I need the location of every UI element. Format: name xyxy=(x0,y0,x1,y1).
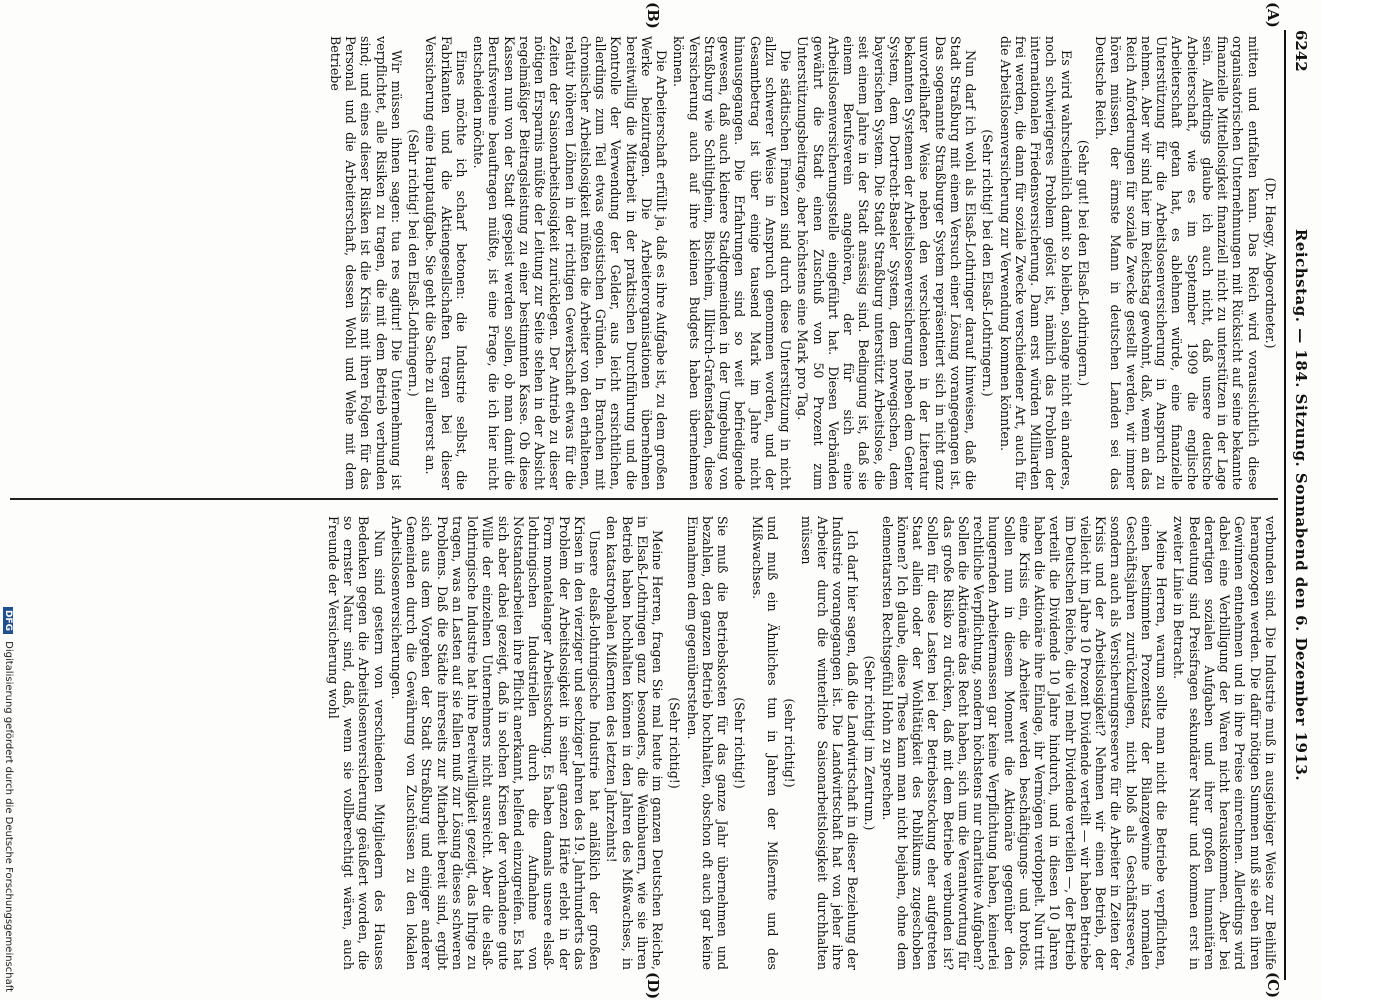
paragraph: Eines möchte ich scharf betonen: die Industrie selbst, die Fabrikanten und die Aktiengesellschaften tragen bei dieser Versicherung eine Hauptaufgabe. Sie geht die Sache zu allererst an. xyxy=(423,36,469,490)
left-column xyxy=(10,36,1278,490)
digitization-footer xyxy=(0,0,14,1000)
paragraph: Ich darf hier sagen, daß die Landwirtschaft in dieser Beziehung der Industrie vorangegangen ist. Die Landwirtschaft hat von jeher ihre Arbeiter durch die winterliche Saisonarbeitslosigkeit durchhalten müssen xyxy=(799,516,861,970)
paragraph: verbunden sind. Die Industrie muß in ausgiebiger Weise zur Beihilfe herangezogen werden. Die dafür nötigen Summen muß sie eben ihren Gewinnen entnehmen und in ihre Preise einrechnen. Allerdings wird dabei eine Verbilligung der Waren nicht herauskommen. Aber bei derartigen sozialen Aufgaben und ihrer großen humanitären Bedeutung sind Preisfragen sekundärer Natur und kommen erst in zweiter Linie in Betracht. xyxy=(1171,516,1278,970)
column-divider xyxy=(10,498,1278,500)
paragraph: und muß ein Ähnliches tun in Jahren der Mißernte und des Mißwachses. xyxy=(749,516,780,970)
paragraph: Nun sind gestern von verschiedenen Mitgliedern des Hauses Bedenken gegen die Arbeitslosenversicherung geäußert worden, die so ernster Natur sind, daß, wenn sie vollberechtigt wären, auch Freunde der Versicherung wohl xyxy=(326,516,387,970)
right-column xyxy=(10,516,1278,970)
interjection: (sehr richtig!) xyxy=(782,698,798,788)
paragraph: Meine Herren, warum sollte man nicht die Betriebe verpflichten, einen bestimmten Prozentsatz der Bilanzgewinne in normalen Geschäftsjahren zurückzulegen, nicht bloß als Geschäftsreserve, sondern auch als Versicherungsreserve für die Arbeiter in Zeiten der Krisis und der Arbeitslosigkeit? Nehmen wir einen Betrieb, der vielleicht im Jahre 10 Prozent Dividende verteilt — wir haben Betriebe im Deutschen Reiche, die viel mehr Dividende verteilen —, der Betrieb verteilt die Dividende 10 Jahre hindurch, und in diesen 10 Jahren haben die Aktionäre ihre Einlage, ihr Vermögen verdoppelt. Nun tritt eine Krisis ein, die Arbeiter werden beschäftigungs- und brotlos. Sollen nun in diesem Moment die Aktionäre gegenüber den hungernden Arbeitermassen gar keine Verpflichtung haben, keinerlei rechtliche Verpflichtung, sondern höchstens nur charitative Aufgaben? Sollen die Aktionäre das Recht haben, sich um die Verantwortung für das große Risiko zu drücken, daß mit dem Betriebe verbunden ist? Sollen für diese Lasten bei der Betriebsstockung eher aufgetreten Staat allein oder der Wohltätigkeit des Publikums zugeschoben können? Ich glaube, diese These kann man nicht bejahen, ohne dem elementarsten Rechtsgefühl Hohn zu sprechen. xyxy=(879,516,1170,970)
paragraph: Sie muß die Betriebskosten für das ganze Jahr übernehmen und bezahlen, den ganzen Betrieb hochhalten, obschon oft auch gar keine Einnahmen dem gegenüberstehen. xyxy=(684,516,731,970)
footer-text: Digitalisierung gefördert durch die Deutsche Forschungsgemeinschaft xyxy=(3,641,14,992)
interjection: (Sehr richtig! bei den Elsaß-Lothringern.) xyxy=(406,129,422,397)
interjection: (Sehr richtig! im Zentrum.) xyxy=(862,655,878,831)
paragraph: Wir müssen ihnen sagen: tua res agitur! Die Unternehmung ist verpflichtet, alle Risiken zu tragen, die mit dem Betrieb verbunden sind; und eines dieser Risiken ist die Krisis mit ihren Folgen für das Personal und die Arbeiterschaft, dessen Wohl und Wehe mit dem Betriebe xyxy=(328,36,404,490)
page-title: Reichstag. — 184. Sitzung. Sonnabend den 6. Dezember 1913. xyxy=(1292,228,1310,782)
paragraph: Die Arbeiterschaft erfüllt ja, daß es ihre Aufgabe ist, zu dem großen Werke beizutragen. Die Arbeiterorganisationen übernehmen bereitwillig die Mitarbeit in der praktischen Durchführung und die Kontrolle der Verwendung der Gelder, aus leicht ersichtlichen, allerdings zum Teil etwas egoistischen Gründen. In Branchen mit chronischer Arbeitslosigkeit müßten die Arbeiter von den erhaltenen, relativ höheren Löhnen in der richtigen Gewerkschaft etwas für die Zeiten der Saisonarbeitslosigkeit zurücklegen. Der Antrieb zu dieser nötigen Ersparnis müßte der Leitung zur Seite stehen in der Absicht regelmäßiger Beitragsleistung zu einer bestimmten Kasse. Ob diese Kassen nun von der Stadt gespeist werden sollen, ob man damit die Berufsvereine beauftragen müßte, ist eine Frage, die ich hier nicht entscheiden möchte. xyxy=(471,36,670,490)
paragraph: Nun darf ich wohl als Elsaß-Lothringer darauf hinweisen, daß die Stadt Straßburg mit einem Versuch einer Lösung vorangegangen ist. Das sogenannte Straßburger System repräsentiert sich in nicht ganz unvorteilhafter Weise neben den verschiedenen in der Literatur bekannten Systemen der Arbeitslosenversicherung neben dem Genter System, dem Dortrecht-Baseler System, dem norwegischen, dem bayerischen System. Die Stadt Straßburg unterstützt Arbeitslose, die seit einem Jahre in der Stadt ansässig sind. Bedingung ist, daß sie einem Berufsverein angehören, der für sich eine Arbeitslosenversicherungsstelle eingeführt hat. Diesen Verbänden gewährt die Stadt einen Zuschuß von 50 Prozent zum Unterstützungsbeitrage, aber höchstens eine Mark pro Tag. xyxy=(795,36,979,490)
margin-marker-c: (C) xyxy=(1264,972,1282,999)
paragraph: Meine Herren, fragen Sie mal heute im ganzen Deutschen Reiche, in Elsaß-Lothringen ganz besonders, die Weinbauern, wie sie ihren Betrieb haben hochhalten können in den Jahren des Mißwachses, in den katastrophalen Mißernten des letzten Jahrzehnts! xyxy=(604,516,666,970)
page-header xyxy=(1284,30,1314,980)
paragraph: Die städtischen Finanzen sind durch diese Unterstützung in nicht allzu schwerer Weise in Anspruch genommen worden, und der Gesamtbetrag ist über einige tausend Mark im Jahre nicht hinausgegangen. Die Erfahrungen sind so weit befriedigende gewesen, daß auch kleinere Stadtgemeinden in der Umgebung von Straßburg wie Schiltigheim, Bischheim, Illkirch-Grafenstaden, diese Versicherung auch auf ihre kleinen Budgets haben übernehmen können. xyxy=(671,36,794,490)
interjection: (Sehr richtig! bei den Elsaß-Lothringern.) xyxy=(980,129,996,397)
interjection: (Sehr gut! bei den Elsaß-Lothringern.) xyxy=(1076,139,1091,387)
margin-marker-b: (B) xyxy=(644,2,662,29)
interjection: (Sehr richtig!) xyxy=(732,697,748,789)
speaker-note: (Dr. Haegy, Abgeordneter.) xyxy=(1263,177,1278,349)
margin-marker-a: (A) xyxy=(1264,2,1282,28)
paragraph: Unsere elsaß-lothringische Industrie hat anläßlich der großen Krisen in den vierziger und sechziger Jahren des 19. Jahrhunderts das Problem der Arbeitslosigkeit in seiner ganzen Härte erlebt in der Form monatelanger Arbeitsstockung. Es haben damals unsere elsaß-lothringischen Industriellen durch die Aufnahme von Notstandsarbeiten ihre Pflicht anerkannt, helfend einzugreifen. Es hat sich aber dabei gezeigt, daß in solchen Krisen der vorhandene gute Wille der einzelnen Unternehmers nicht ausreicht. Aber die elsaß-lothringische Industrie hat ihre Bereitwilligkeit gezeigt, das Ihrige zu tragen, was an Lasten auf sie fallen muß zur Lösung dieses schweren Problems. Daß die Städte ihrerseits zur Mitarbeit bereit sind, ergibt sich aus dem Vorgehen der Stadt Straßburg und einiger anderer Gemeinden durch die Gewährung von Zuschüssen zu den lokalen Arbeitslosenversicherungen. xyxy=(389,516,603,970)
interjection: (Sehr richtig!) xyxy=(667,697,683,789)
paragraph: mitten und entfalten kann. Das Reich wird voraussichtlich diese organisatorischen Unternehmungen mit Rücksicht auf seine bekannte finanzielle Mittellosigkeit finanziell nicht zu unterstützen in der Lage sein. Allerdings glaube ich auch nicht, daß unsere deutsche Arbeiterschaft, wie es im September 1909 die englische Arbeiterschaft getan hat, es ablehnen würde, eine finanzielle Unterstützung für die Arbeitslosenversicherung in Anspruch zu nehmen. Aber wir sind hier im Reichstag gewohnt, daß, wenn an das Reich Anforderungen für soziale Zwecke gestellt werden, wir immer hören müssen, der ärmste Mann in deutschen Landen sei das Deutsche Reich. xyxy=(1093,36,1261,490)
margin-marker-d: (D) xyxy=(644,972,662,1000)
paragraph: Es wird wahrscheinlich damit so bleiben, solange nicht ein anderes, noch schwierigeres Problem gelöst ist, nämlich das Problem der internationalen Friedensversicherung. Dann erst würden Milliarden frei werden, die dann für soziale Zwecke verschiedener Art, auch für die Arbeitslosenversicherung zur Verwendung kommen könnten. xyxy=(997,36,1074,490)
dfg-logo: DFG xyxy=(3,607,13,634)
page-number: 6242 xyxy=(1292,30,1310,72)
